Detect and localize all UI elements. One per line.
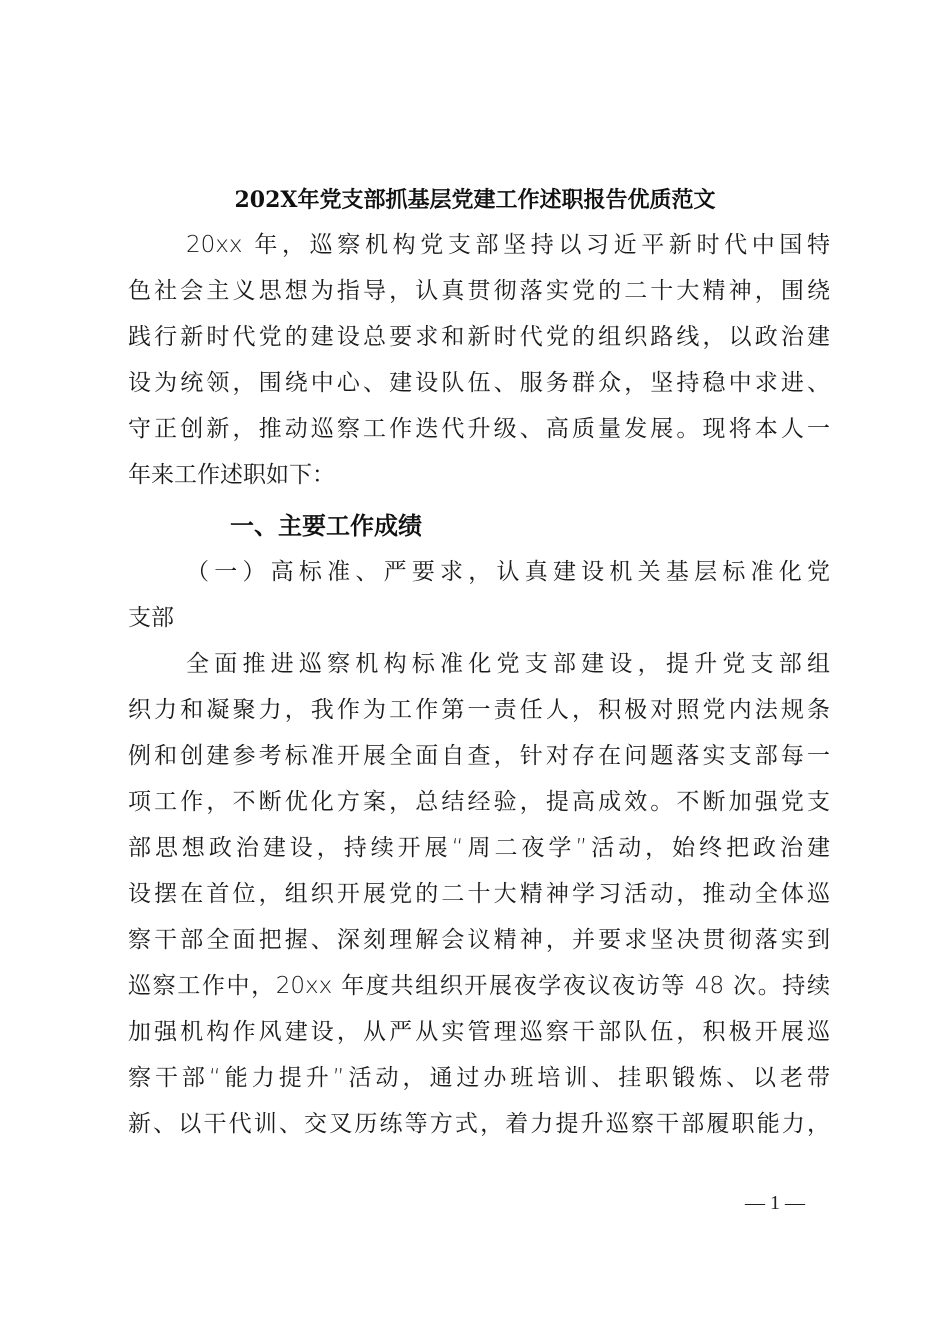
body-line-11: 新、以干代训、交叉历练等方式，着力提升巡察干部履职能力，: [128, 1111, 830, 1137]
body-line-7: 察干部全面把握、深刻理解会议精神，并要求坚决贯彻落实到: [128, 927, 830, 953]
subsection-heading-line-2: 支部: [128, 605, 174, 631]
body-line-4: 项工作，不断优化方案，总结经验，提高成效。不断加强党支: [128, 789, 830, 815]
intro-line-6: 年来工作述职如下：: [128, 462, 335, 488]
body-line-8: 巡察工作中，20xx 年度共组织开展夜学夜议夜访等 48 次。持续: [128, 973, 830, 999]
body-line-9: 加强机构作风建设，从严从实管理巡察干部队伍，积极开展巡: [128, 1019, 830, 1045]
page-number: — 1 —: [745, 1192, 805, 1214]
section-heading: 一、主要工作成绩: [230, 512, 422, 540]
intro-line-1: 20xx 年，巡察机构党支部坚持以习近平新时代中国特: [186, 232, 830, 258]
intro-line-4: 设为统领，围绕中心、建设队伍、服务群众，坚持稳中求进、: [128, 370, 830, 396]
body-line-6: 设摆在首位，组织开展党的二十大精神学习活动，推动全体巡: [128, 881, 830, 907]
body-line-1: 全面推进巡察机构标准化党支部建设，提升党支部组: [186, 651, 830, 677]
intro-line-5: 守正创新，推动巡察工作迭代升级、高质量发展。现将本人一: [128, 416, 830, 442]
body-line-10: 察干部“能力提升”活动，通过办班培训、挂职锻炼、以老带: [128, 1065, 830, 1091]
intro-line-3: 践行新时代党的建设总要求和新时代党的组织路线，以政治建: [128, 324, 830, 350]
body-line-3: 例和创建参考标准开展全面自查，针对存在问题落实支部每一: [128, 743, 830, 769]
document-title: 202X年党支部抓基层党建工作述职报告优质范文: [234, 187, 716, 213]
subsection-heading-line-1: （一）高标准、严要求，认真建设机关基层标准化党: [186, 559, 830, 585]
body-line-2: 织力和凝聚力，我作为工作第一责任人，积极对照党内法规条: [128, 697, 830, 723]
body-line-5: 部思想政治建设，持续开展“周二夜学”活动，始终把政治建: [128, 835, 830, 861]
intro-line-2: 色社会主义思想为指导，认真贯彻落实党的二十大精神，围绕: [128, 278, 830, 304]
